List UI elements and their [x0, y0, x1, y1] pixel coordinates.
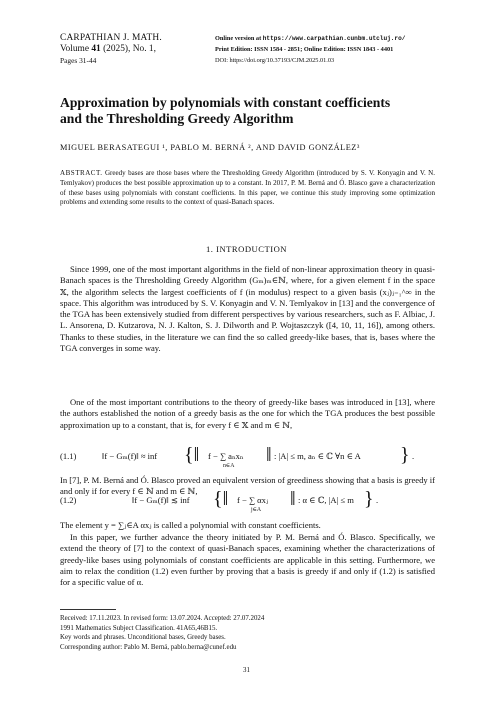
- paragraph-1: Since 1999, one of the most important algorithms in the field of non-linear approximation theory in quasi-Banach spaces is the Thresholding Greedy Algorithm (Gₘ)ₘ∈ℕ, where, for a given element f in the space 𝕏, the algorithm selects the largest coefficients of f (in modulus) respect to a given basis (xⱼ)ⱼ₌₁^∞ in the space. This algorithm was introduced by S. V. Konyagin and V. N. Temlyakov in [13] and the convergence of the TGA has been extensively studied from different perspectives by various researchers, such as F. Albiac, J. L. Ansorena, D. Kutzarova, N. J. Kalton, S. J. Dilworth and P. Wojtaszczyk ([4, 10, 11, 16]), among others. Thanks to these studies, in the literature we can find the so called greedy-like bases, that is, bases where the TGA converges in some way.: [60, 264, 435, 353]
- paragraph-2: One of the most important contributions to the theory of greedy-like bases was introduced in [13], where the authors established the notion of a greedy basis as the one for which the TGA produces the best possible approximation up to a constant, that is, for every f ∈ 𝕏 and m ∈ ℕ,: [60, 397, 435, 430]
- doi[interactable]: DOI: https://doi.org/10.37193/CJM.2025.01.03: [215, 56, 335, 64]
- equation-condition: : |A| ≤ m, aₙ ∈ ℂ ∀n ∈ A: [274, 451, 361, 461]
- journal-name: CARPATHIAN J. MATH.: [60, 33, 162, 43]
- footnotes: [60, 614, 435, 652]
- equation-number: (1.1): [60, 451, 77, 461]
- journal-pages: Pages 31-44: [60, 56, 97, 66]
- abstract-text: Greedy bases are those bases where the Thresholding Greedy Algorithm (introduced by S. V. Konyagin and V. N. Temlyakov) produces the best possible approximation up to a constant. In 2017, P. M. Berná and Ó. Blasco gave a characterization of these bases using polynomials with constant coefficients. In this paper, we continue this study improving some optimization problems and extending some results to the context of quasi-Banach spaces.: [60, 169, 435, 207]
- authors: MIGUEL BERASATEGUI ¹, PABLO M. BERNÁ ², AND DAVID GONZÁLEZ³: [60, 143, 360, 152]
- paper-title: Approximation by polynomials with constant coefficients and the Thresholding Greedy Algorithm: [60, 95, 391, 126]
- equation-sub: j∈A: [251, 507, 262, 513]
- page-number: 31: [243, 667, 250, 674]
- paragraph-4: The element y = ∑ⱼ∈A αxⱼ is called a polynomial with constant coefficients.: [60, 520, 321, 530]
- equation-inner: f − ∑ aₙxₙ: [208, 451, 244, 461]
- equation-1-2: (1.2) ‖f − Gₘ(f)‖ ≲ inf {‖ f − ∑ αxⱼ j∈A ‖ : α ∈ ℂ, |A| ≤ m } .: [60, 488, 379, 513]
- footnote-received: Received: 17.11.2023. In revised form: 13.07.2024. Accepted: 27.07.2024: [60, 615, 265, 622]
- equation-lhs: ‖f − Gₘ(f)‖ ≲ inf: [132, 495, 190, 505]
- online-url[interactable]: https://www.carpathian.cunbm.utcluj.ro/: [262, 35, 406, 42]
- equation-inner: f − ∑ αxⱼ: [237, 495, 269, 505]
- abstract: [60, 169, 435, 208]
- online-version: Online version at https://www.carpathian.cunbm.utcluj.ro/: [215, 35, 406, 42]
- abstract-label: ABSTRACT.: [60, 169, 103, 177]
- footnote-keywords: Key words and phrases. Unconditional bases, Greedy bases.: [60, 634, 226, 642]
- journal-volume: Volume 41 (2025), No. 1,: [60, 44, 156, 55]
- paragraph-3: In [7], P. M. Berná and Ó. Blasco proved an equivalent version of greediness showing that a basis is greedy if and only if for every f ∈ ℕ and m ∈ ℕ,: [60, 475, 435, 497]
- footnote-rule: [60, 609, 116, 610]
- equation-condition: : α ∈ ℂ, |A| ≤ m: [298, 495, 354, 505]
- footnote-msc: 1991 Mathematics Subject Classification. 41A65,46B15.: [60, 624, 218, 632]
- equation-sub: n∈A: [223, 463, 235, 469]
- print-edition: Print Edition: ISSN 1584 - 2851; Online Edition: ISSN 1843 - 4401: [215, 45, 394, 53]
- paragraph-5: In this paper, we further advance the theory initiated by P. M. Berná and Ó. Blasco. Specifically, we extend the theory of [7] to the context of quasi-Banach spaces, examining whether the characterizations of greedy-like bases using polynomials of constant coefficients are applicable in this setting. Furthermore, we aim to relax the condition (1.2) even further by proving that a basis is greedy if and only if (1.2) is satisfied for a specific value of α.: [60, 532, 435, 587]
- equation-lhs: ‖f − Gₘ(f)‖ ≈ inf: [102, 451, 158, 461]
- online-info: [215, 34, 485, 66]
- equation-number: (1.2): [60, 495, 77, 505]
- journal-header: [60, 33, 210, 67]
- equation-1-1: (1.1) ‖f − Gₘ(f)‖ ≈ inf {‖ f − ∑ aₙxₙ n∈A ‖ : |A| ≤ m, aₙ ∈ ℂ ∀n ∈ A } .: [60, 444, 415, 469]
- footnote-corresponding: Corresponding author: Pablo M. Berná, pablo.berna@cunef.edu: [60, 643, 237, 651]
- section-heading: 1. INTRODUCTION: [205, 244, 288, 254]
